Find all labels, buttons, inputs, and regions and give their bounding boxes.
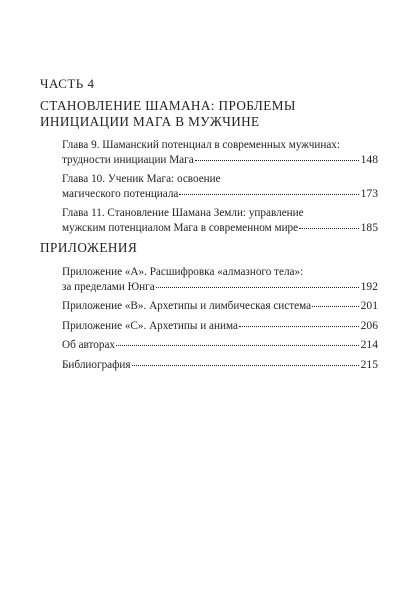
toc-page-number: 173 — [360, 186, 378, 200]
toc-entry-chapter-11 — [62, 206, 378, 235]
toc-entry-appendix-a — [62, 265, 378, 294]
appendix-list — [62, 265, 378, 377]
dot-leader — [132, 365, 359, 366]
toc-entry-appendix-c — [62, 319, 378, 334]
toc-entry-title: Приложение «А». Расшифровка «алмазного тела»: — [62, 266, 304, 278]
chapter-list — [62, 138, 378, 240]
toc-page-number: 148 — [360, 152, 378, 166]
toc-entry-chapter-10 — [62, 172, 378, 201]
toc-entry-title: Об авторах — [62, 339, 116, 351]
toc-entry-title-continued: за пределами Юнга — [62, 280, 155, 293]
part-title — [40, 98, 380, 130]
toc-entry-chapter-9 — [62, 138, 378, 167]
part-label: ЧАСТЬ 4 — [40, 76, 95, 91]
toc-entry-title-continued: мужским потенциалом Мага в современном мире — [62, 221, 299, 234]
toc-entry-title: Глава 9. Шаманский потенциал в современных мужчинах: — [62, 139, 340, 151]
toc-entry-appendix-b — [62, 299, 378, 314]
dot-leader — [179, 194, 358, 195]
toc-page-number: 192 — [360, 279, 378, 293]
dot-leader — [195, 160, 359, 161]
toc-entry-title: Глава 10. Ученик Мага: освоение — [62, 173, 221, 185]
dot-leader — [239, 326, 359, 327]
appendix-section-title: ПРИЛОЖЕНИЯ — [40, 240, 138, 255]
dot-leader — [312, 306, 359, 307]
dot-leader — [299, 228, 358, 229]
toc-entry-bibliography — [62, 358, 378, 373]
dot-leader — [156, 287, 359, 288]
toc-entry-about-authors — [62, 338, 378, 353]
toc-page-number: 185 — [360, 220, 378, 234]
toc-entry-title-continued: трудности инициации Мага — [62, 153, 194, 166]
toc-page-number: 214 — [360, 338, 378, 351]
toc-entry-title: Глава 11. Становление Шамана Земли: управление — [62, 207, 304, 219]
toc-page-number: 215 — [360, 357, 378, 371]
toc-entry-title: Приложение «С». Архетипы и анима — [62, 319, 238, 332]
part-title-line-2: ИНИЦИАЦИИ МАГА В МУЖЧИНЕ — [40, 114, 260, 129]
toc-entry-title-continued: магического потенциала — [62, 187, 179, 200]
dot-leader — [116, 345, 359, 346]
toc-page-number: 201 — [360, 299, 378, 312]
part-title-line-1: СТАНОВЛЕНИЕ ШАМАНА: ПРОБЛЕМЫ — [40, 98, 296, 113]
toc-entry-title: Приложение «В». Архетипы и лимбическая система — [62, 300, 312, 312]
toc-entry-title: Библиография — [62, 358, 131, 371]
toc-page-number: 206 — [360, 318, 378, 332]
